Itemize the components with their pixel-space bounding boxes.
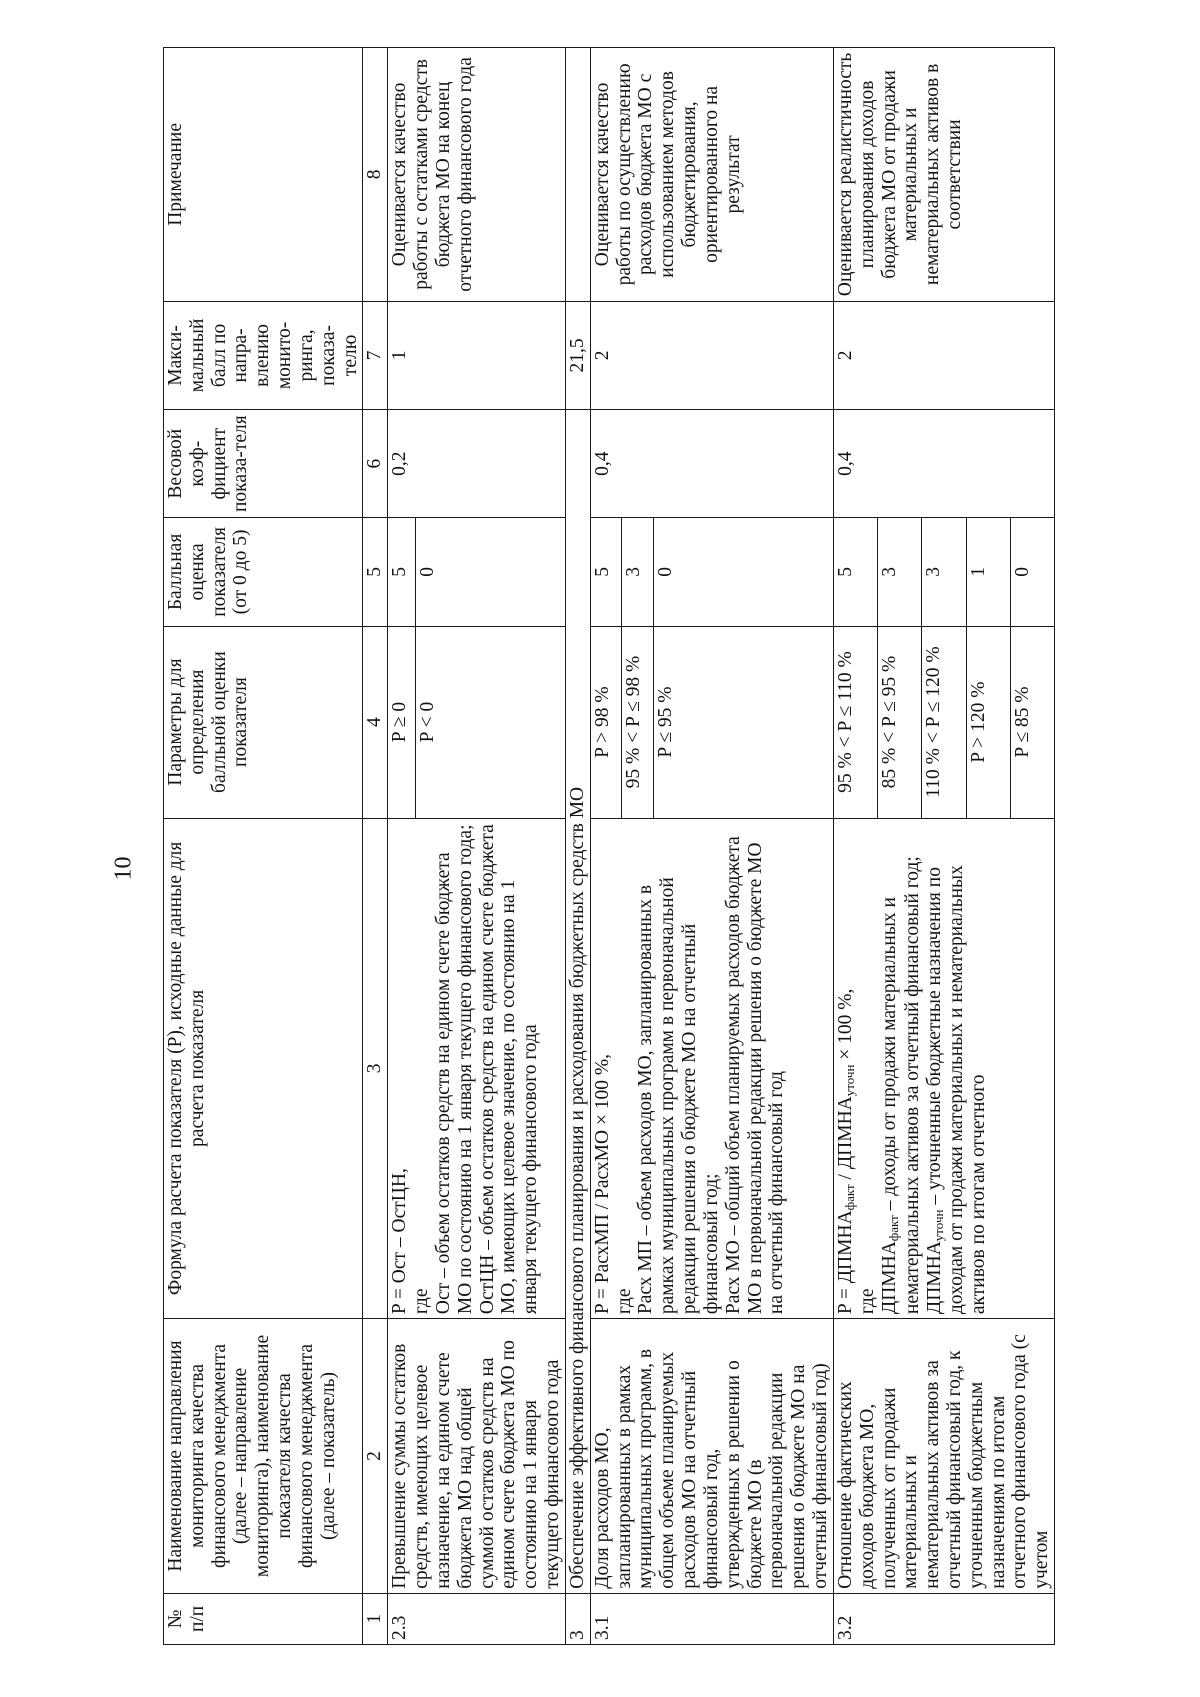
param-value: P ≤ 95 % [653,626,833,818]
weight-value: 0,2 [388,410,566,518]
monitoring-table [163,47,1055,1645]
column-number: 7 [363,301,388,409]
column-number: 2 [363,1319,388,1594]
param-value: 110 % < P ≤ 120 % [922,626,966,818]
row-num: 3.2 [833,1593,1054,1644]
table-row-3-2 [833,48,877,1645]
formula-line: ОстЦН – объем остатков средств на едином счете бюджета МО, имеющих целевое значение, по состоянию на 1 января текущего финансового года [476,824,542,1315]
formula-line: P = РасхМП / РасхМО × 100 %, [591,1053,613,1315]
column-number-row [363,48,388,1645]
column-number: 6 [363,410,388,518]
weight-value: 0,4 [833,410,1054,518]
score-value: 0 [415,518,565,626]
score-value: 1 [966,518,1010,626]
section-row-3 [565,48,590,1645]
row-num: 2.3 [388,1593,566,1644]
indicator-name: Отношение фактических доходов бюджета МО, полученных от продажи материальных и нематериальных активов за отчетный финансовый год, к уточненным бюджетным назначениям по итогам отчетного финансового года (с учетом [833,1319,1054,1594]
param-value: 95 % < P ≤ 98 % [622,626,654,818]
indicator-name: Превышение суммы остатков средств, имеющих целевое назначение, на едином счете бюджета МО над общей суммой остатков средств на едином счете бюджета МО по состоянию на 1 января текущего финансового года [388,1319,566,1594]
page-number: 10 [110,856,137,881]
header-score: Балльная оценка показателя (от 0 до 5) [164,518,363,626]
header-max: Макси-мальный балл по напра-влению монито-ринга, показа-телю [164,301,363,409]
column-number: 3 [363,818,388,1319]
section-num: 3 [565,1593,590,1644]
column-number: 5 [363,518,388,626]
formula-line: $P = ДПМНА_{факт}$ / $ДПМНА_{уточн} \times 100$ %, [834,988,857,1315]
table-row-2-3 [388,48,416,1645]
header-name: Наименование направления мониторинга качества финансового менеджмента (далее – направление мониторинга), наименование показателя качества финансового менеджмента (далее – показатель) [164,1319,363,1594]
score-value: 5 [590,518,622,626]
param-value: P < 0 [415,626,565,818]
header-num: № п/п [164,1593,363,1644]
indicator-name: Доля расходов МО, запланированных в рамках муниципальных программ, в общем объеме планируемых расходов МО на отчетный финансовый год, утвержденных в решении о бюджете МО (в первоначальной редакции решения о бюджете МО на отчетный финансовый год) [590,1319,833,1594]
table-row-3-1 [590,48,622,1645]
header-note: Примечание [164,48,363,302]
param-value: P > 120 % [966,626,1010,818]
score-value: 5 [833,518,877,626]
note-cell: Оценивается качество работы по осуществлению расходов бюджета МО с использованием методов бюджетирования, ориентированного на результат [590,48,833,302]
param-value: 95 % < P ≤ 110 % [833,626,877,818]
score-value: 3 [622,518,654,626]
column-number: 4 [363,626,388,818]
score-value: 0 [653,518,833,626]
note-cell: Оценивается качество работы с остатками средств бюджета МО на конец отчетного финансового года [388,48,566,302]
param-value: P ≤ 85 % [1010,626,1054,818]
section-max-score: 21,5 [565,301,590,409]
score-value: 5 [388,518,416,626]
section-title: Обеспечение эффективного финансового планирования и расходования бюджетных средств МО [565,410,590,1594]
note-cell: Оценивается реалистичность планирования доходов бюджета МО от продажи материальных и нематериальных активов в соответствии [833,48,1054,302]
header-weight: Весовой коэф-фициент показа-теля [164,410,363,518]
header-params: Параметры для определения балльной оценки показателя [164,626,363,818]
score-value: 3 [922,518,966,626]
formula-line: P = Ост – ОстЦН, [389,1168,411,1315]
param-value: P > 98 % [590,626,622,818]
weight-value: 0,4 [590,410,833,518]
formula-cell [833,818,1054,1319]
formula-line: где [857,1288,879,1315]
param-value: 85 % < P ≤ 95 % [878,626,922,818]
header-formula: Формула расчета показателя (P), исходные данные для расчета показателя [164,818,363,1319]
formula-line: Ост – объем остатков средств на едином счете бюджета МО по состоянию на 1 января текущего финансового года; [432,824,476,1315]
column-number: 1 [363,1593,388,1644]
score-value: 3 [878,518,922,626]
score-value: 0 [1010,518,1054,626]
param-value: P ≥ 0 [388,626,416,818]
formula-line: Расх МО – общий объем планируемых расходов бюджета МО в первоначальной редакции решения о бюджете МО на отчетный финансовый год [722,836,788,1315]
formula-line: $ДПМНА_{уточн}$ – уточненные бюджетные назначения по доходам от продажи материальных и нематериальных активов по итогам отчетного [923,865,989,1315]
formula-cell [590,818,833,1319]
formula-line: Расх МП – объем расходов МО, запланированных в рамках муниципальных программ в первоначальной редакции решения о бюджете МО на отчетный финансовый год; [635,877,722,1315]
formula-line: $ДПМНА_{факт}$ – доходы от продажи материальных и нематериальных активов за отчетный финансовый год; [879,856,923,1315]
section-note-empty [565,48,590,302]
column-number: 8 [363,48,388,302]
max-score-value: 2 [833,301,1054,409]
formula-line: где [411,1288,433,1315]
formula-line: где [613,1288,635,1315]
max-score-value: 2 [590,301,833,409]
header-row [164,48,363,1645]
row-num: 3.1 [590,1593,833,1644]
max-score-value: 1 [388,301,566,409]
formula-cell [388,818,566,1319]
